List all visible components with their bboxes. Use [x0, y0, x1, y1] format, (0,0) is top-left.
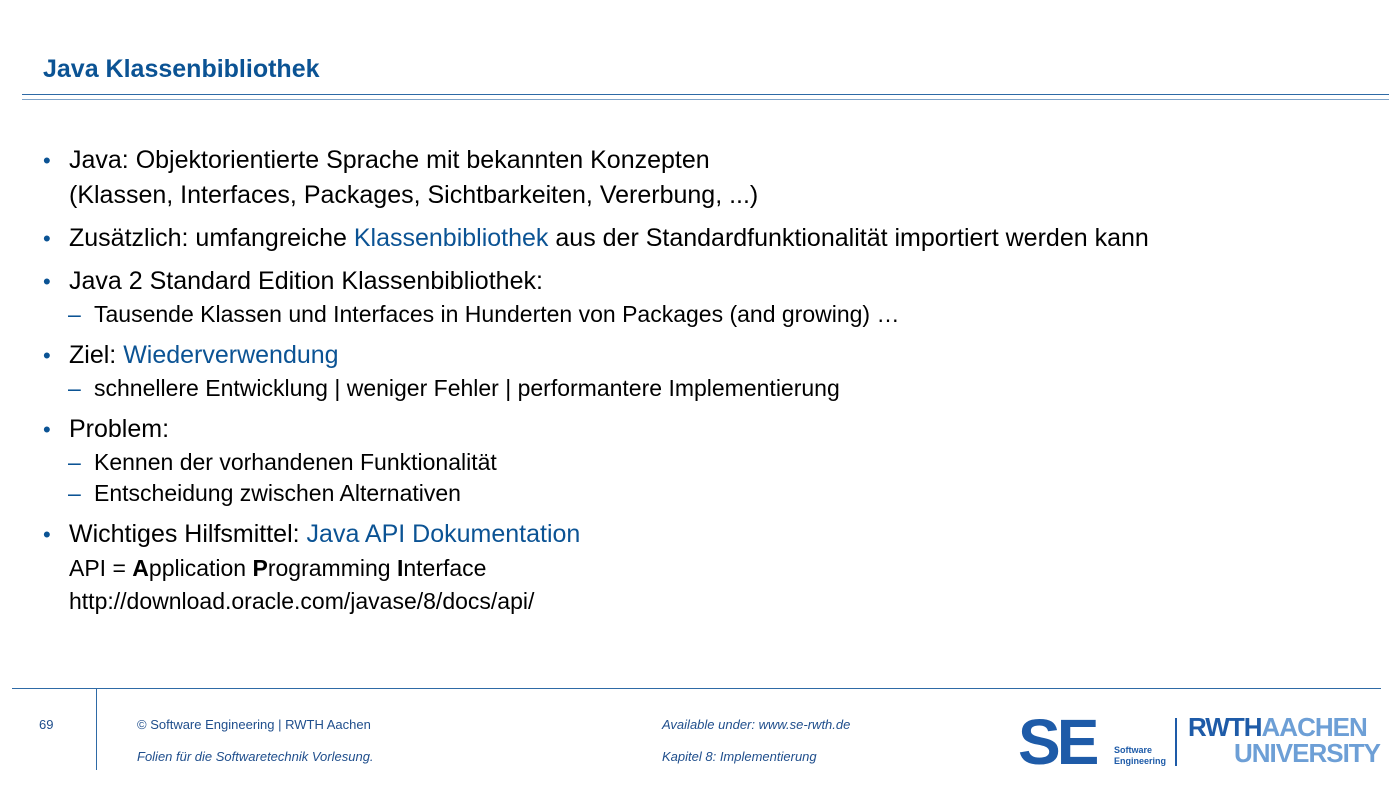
dash-icon: –	[68, 449, 81, 475]
sub-entscheidung	[43, 478, 1373, 509]
logo-divider	[1175, 718, 1177, 766]
footer-chapter: Kapitel 8: Implementierung	[662, 749, 817, 764]
bullet-zusaetzlich-pre: Zusätzlich: umfangreiche	[69, 224, 354, 252]
bullet-dot-icon: •	[43, 343, 51, 368]
header-rule-secondary	[22, 99, 1389, 100]
api-a: A	[132, 555, 149, 581]
footer-copyright: © Software Engineering | RWTH Aachen	[137, 717, 371, 732]
api-prefix: API =	[69, 555, 133, 581]
bullet-java	[43, 143, 1373, 213]
api-programming: rogramming	[267, 555, 397, 581]
bullet-dot-icon: •	[43, 522, 51, 547]
bullet-problem	[43, 412, 1373, 447]
bullet-ziel	[43, 338, 1373, 373]
api-definition	[43, 552, 1373, 585]
bullet-zusaetzlich	[43, 221, 1373, 256]
bullet-dot-icon: •	[43, 226, 51, 251]
se-sub-software: Software	[1114, 745, 1153, 755]
bullet-dot-icon: •	[43, 417, 51, 442]
dash-icon: –	[68, 301, 81, 327]
footer-divider	[96, 688, 97, 770]
bullet-hilfsmittel	[43, 517, 1373, 552]
rwth-logo-rwth: RWTH	[1188, 712, 1262, 742]
se-logo-icon	[1018, 713, 1113, 768]
bullet-java2-text: Java 2 Standard Edition Klassenbibliothek:	[69, 267, 543, 295]
bullet-java-line1: Java: Objektorientierte Sprache mit bekannten Konzepten	[69, 146, 710, 174]
dash-icon: –	[68, 375, 81, 401]
rwth-logo	[1188, 714, 1380, 766]
slide-content	[43, 143, 1373, 618]
sub-entwicklung-text: schnellere Entwicklung | weniger Fehler | performantere Implementierung	[94, 375, 840, 401]
bullet-java-line2: (Klassen, Interfaces, Packages, Sichtbarkeiten, Vererbung, ...)	[69, 181, 759, 209]
klassenbibliothek-link: Klassenbibliothek	[353, 224, 549, 252]
api-interface: nterface	[403, 555, 487, 581]
se-logo-text: SE	[1018, 713, 1096, 768]
bullet-hilfsmittel-pre: Wichtiges Hilfsmittel:	[69, 520, 307, 548]
bullet-dot-icon: •	[43, 269, 51, 294]
footer-rule	[12, 688, 1381, 689]
bullet-zusaetzlich-post: aus der Standardfunktionalität importiert werden kann	[548, 224, 1149, 252]
sub-entwicklung	[43, 373, 1373, 404]
api-i: I	[396, 555, 404, 581]
bullet-ziel-pre: Ziel:	[69, 341, 124, 369]
api-url: http://download.oracle.com/javase/8/docs/api/	[69, 588, 535, 614]
se-logo-subtitle	[1114, 745, 1166, 767]
se-sub-engineering: Engineering	[1114, 756, 1167, 766]
sub-tausende-text: Tausende Klassen und Interfaces in Hunderten von Packages (and growing) …	[94, 301, 900, 327]
rwth-logo-university: UNIVERSITY	[1234, 738, 1381, 768]
wiederverwendung-link: Wiederverwendung	[123, 341, 339, 369]
sub-kennen	[43, 447, 1373, 478]
sub-entscheidung-text: Entscheidung zwischen Alternativen	[94, 480, 461, 506]
bullet-dot-icon: •	[43, 148, 51, 173]
header-rule	[22, 94, 1389, 95]
sub-kennen-text: Kennen der vorhandenen Funktionalität	[94, 449, 497, 475]
sub-tausende	[43, 299, 1373, 330]
footer-folien: Folien für die Softwaretechnik Vorlesung.	[137, 749, 374, 764]
slide-title: Java Klassenbibliothek	[43, 55, 320, 83]
page-number: 69	[39, 717, 54, 732]
dash-icon: –	[68, 480, 81, 506]
java-api-link: Java API Dokumentation	[306, 520, 581, 548]
rwth-logo-aachen: AACHEN	[1261, 712, 1367, 742]
footer-available: Available under: www.se-rwth.de	[662, 717, 851, 732]
api-p: P	[252, 555, 268, 581]
bullet-java2	[43, 264, 1373, 299]
api-application: pplication	[148, 555, 253, 581]
bullet-problem-text: Problem:	[69, 415, 170, 443]
